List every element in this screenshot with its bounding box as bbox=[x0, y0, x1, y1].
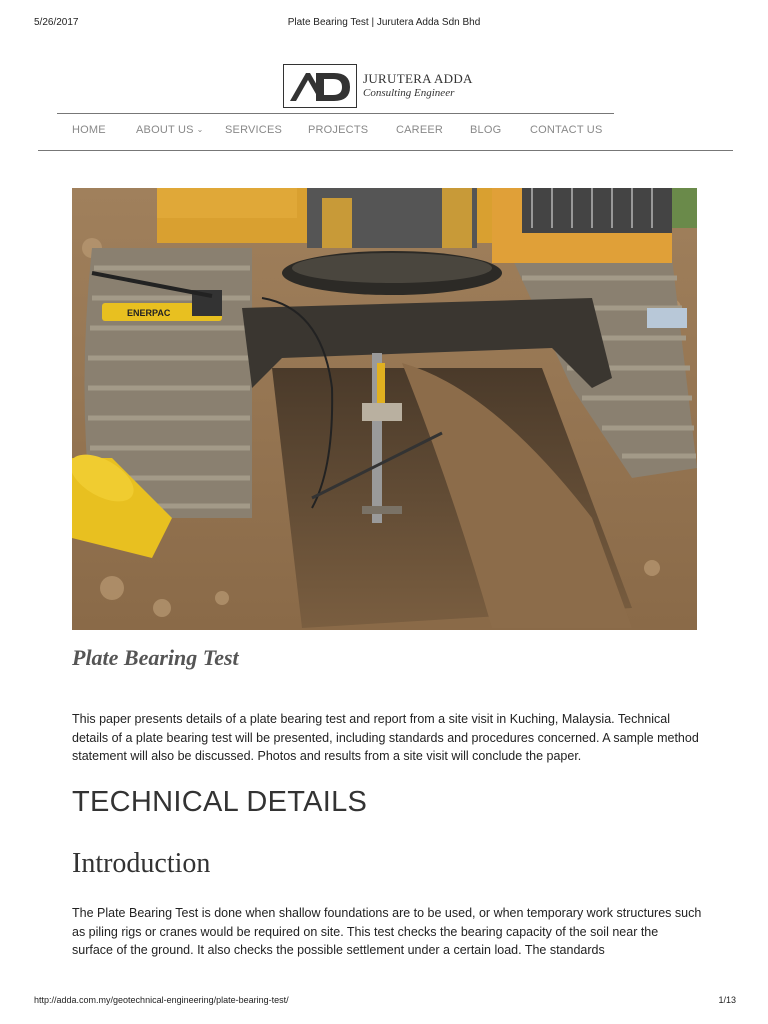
nav-item-blog[interactable]: BLOG bbox=[470, 124, 502, 136]
section-heading-technical-details: TECHNICAL DETAILS bbox=[72, 786, 368, 818]
nav-item-about-us-label: ABOUT US bbox=[136, 124, 194, 136]
nav-item-projects[interactable]: PROJECTS bbox=[308, 124, 369, 136]
brand-tagline: Consulting Engineer bbox=[363, 87, 455, 100]
nav-item-services[interactable]: SERVICES bbox=[225, 124, 283, 136]
chevron-down-icon: ⌄ bbox=[196, 125, 204, 134]
nav-bottom-divider bbox=[38, 150, 733, 151]
nav-item-about-us[interactable] bbox=[136, 124, 204, 136]
print-page-title: Plate Bearing Test | Jurutera Adda Sdn Bhd bbox=[287, 17, 481, 28]
print-header bbox=[0, 17, 768, 31]
body-paragraph: The Plate Bearing Test is done when shallow foundations are to be used, or when temporary work structures such as piling rigs or cranes would be required on site. This test checks the bearing capacity of the soil near the surface of the ground. It also checks the possible settlement under a certain load. The standards bbox=[72, 906, 702, 957]
print-footer bbox=[0, 995, 768, 1009]
nav-top-divider bbox=[57, 113, 614, 114]
hero-image bbox=[72, 188, 697, 630]
jack-brand-label: ENERPAC bbox=[127, 308, 171, 318]
nav-item-contact-us[interactable]: CONTACT US bbox=[530, 124, 603, 136]
post-title: Plate Bearing Test bbox=[72, 645, 239, 670]
nav-item-career[interactable]: CAREER bbox=[396, 124, 444, 136]
nav-item-home[interactable]: HOME bbox=[72, 124, 106, 136]
logo-mark-icon bbox=[283, 64, 357, 108]
print-url: http://adda.com.my/geotechnical-engineering/plate-bearing-test/ bbox=[34, 995, 289, 1005]
subheading-introduction: Introduction bbox=[72, 848, 211, 879]
site-logo[interactable] bbox=[283, 63, 483, 109]
print-date: 5/26/2017 bbox=[34, 17, 79, 28]
intro-paragraph: This paper presents details of a plate bearing test and report from a site visit in Kuching, Malaysia. Technical details of a plate bearing test will be presented, including standards and procedures concerned. A sample method statement will also be discussed. Photos and results from a site visit will conclude the paper. bbox=[72, 712, 699, 763]
brand-name: JURUTERA ADDA bbox=[363, 71, 473, 87]
print-page-number: 1/13 bbox=[718, 995, 736, 1005]
